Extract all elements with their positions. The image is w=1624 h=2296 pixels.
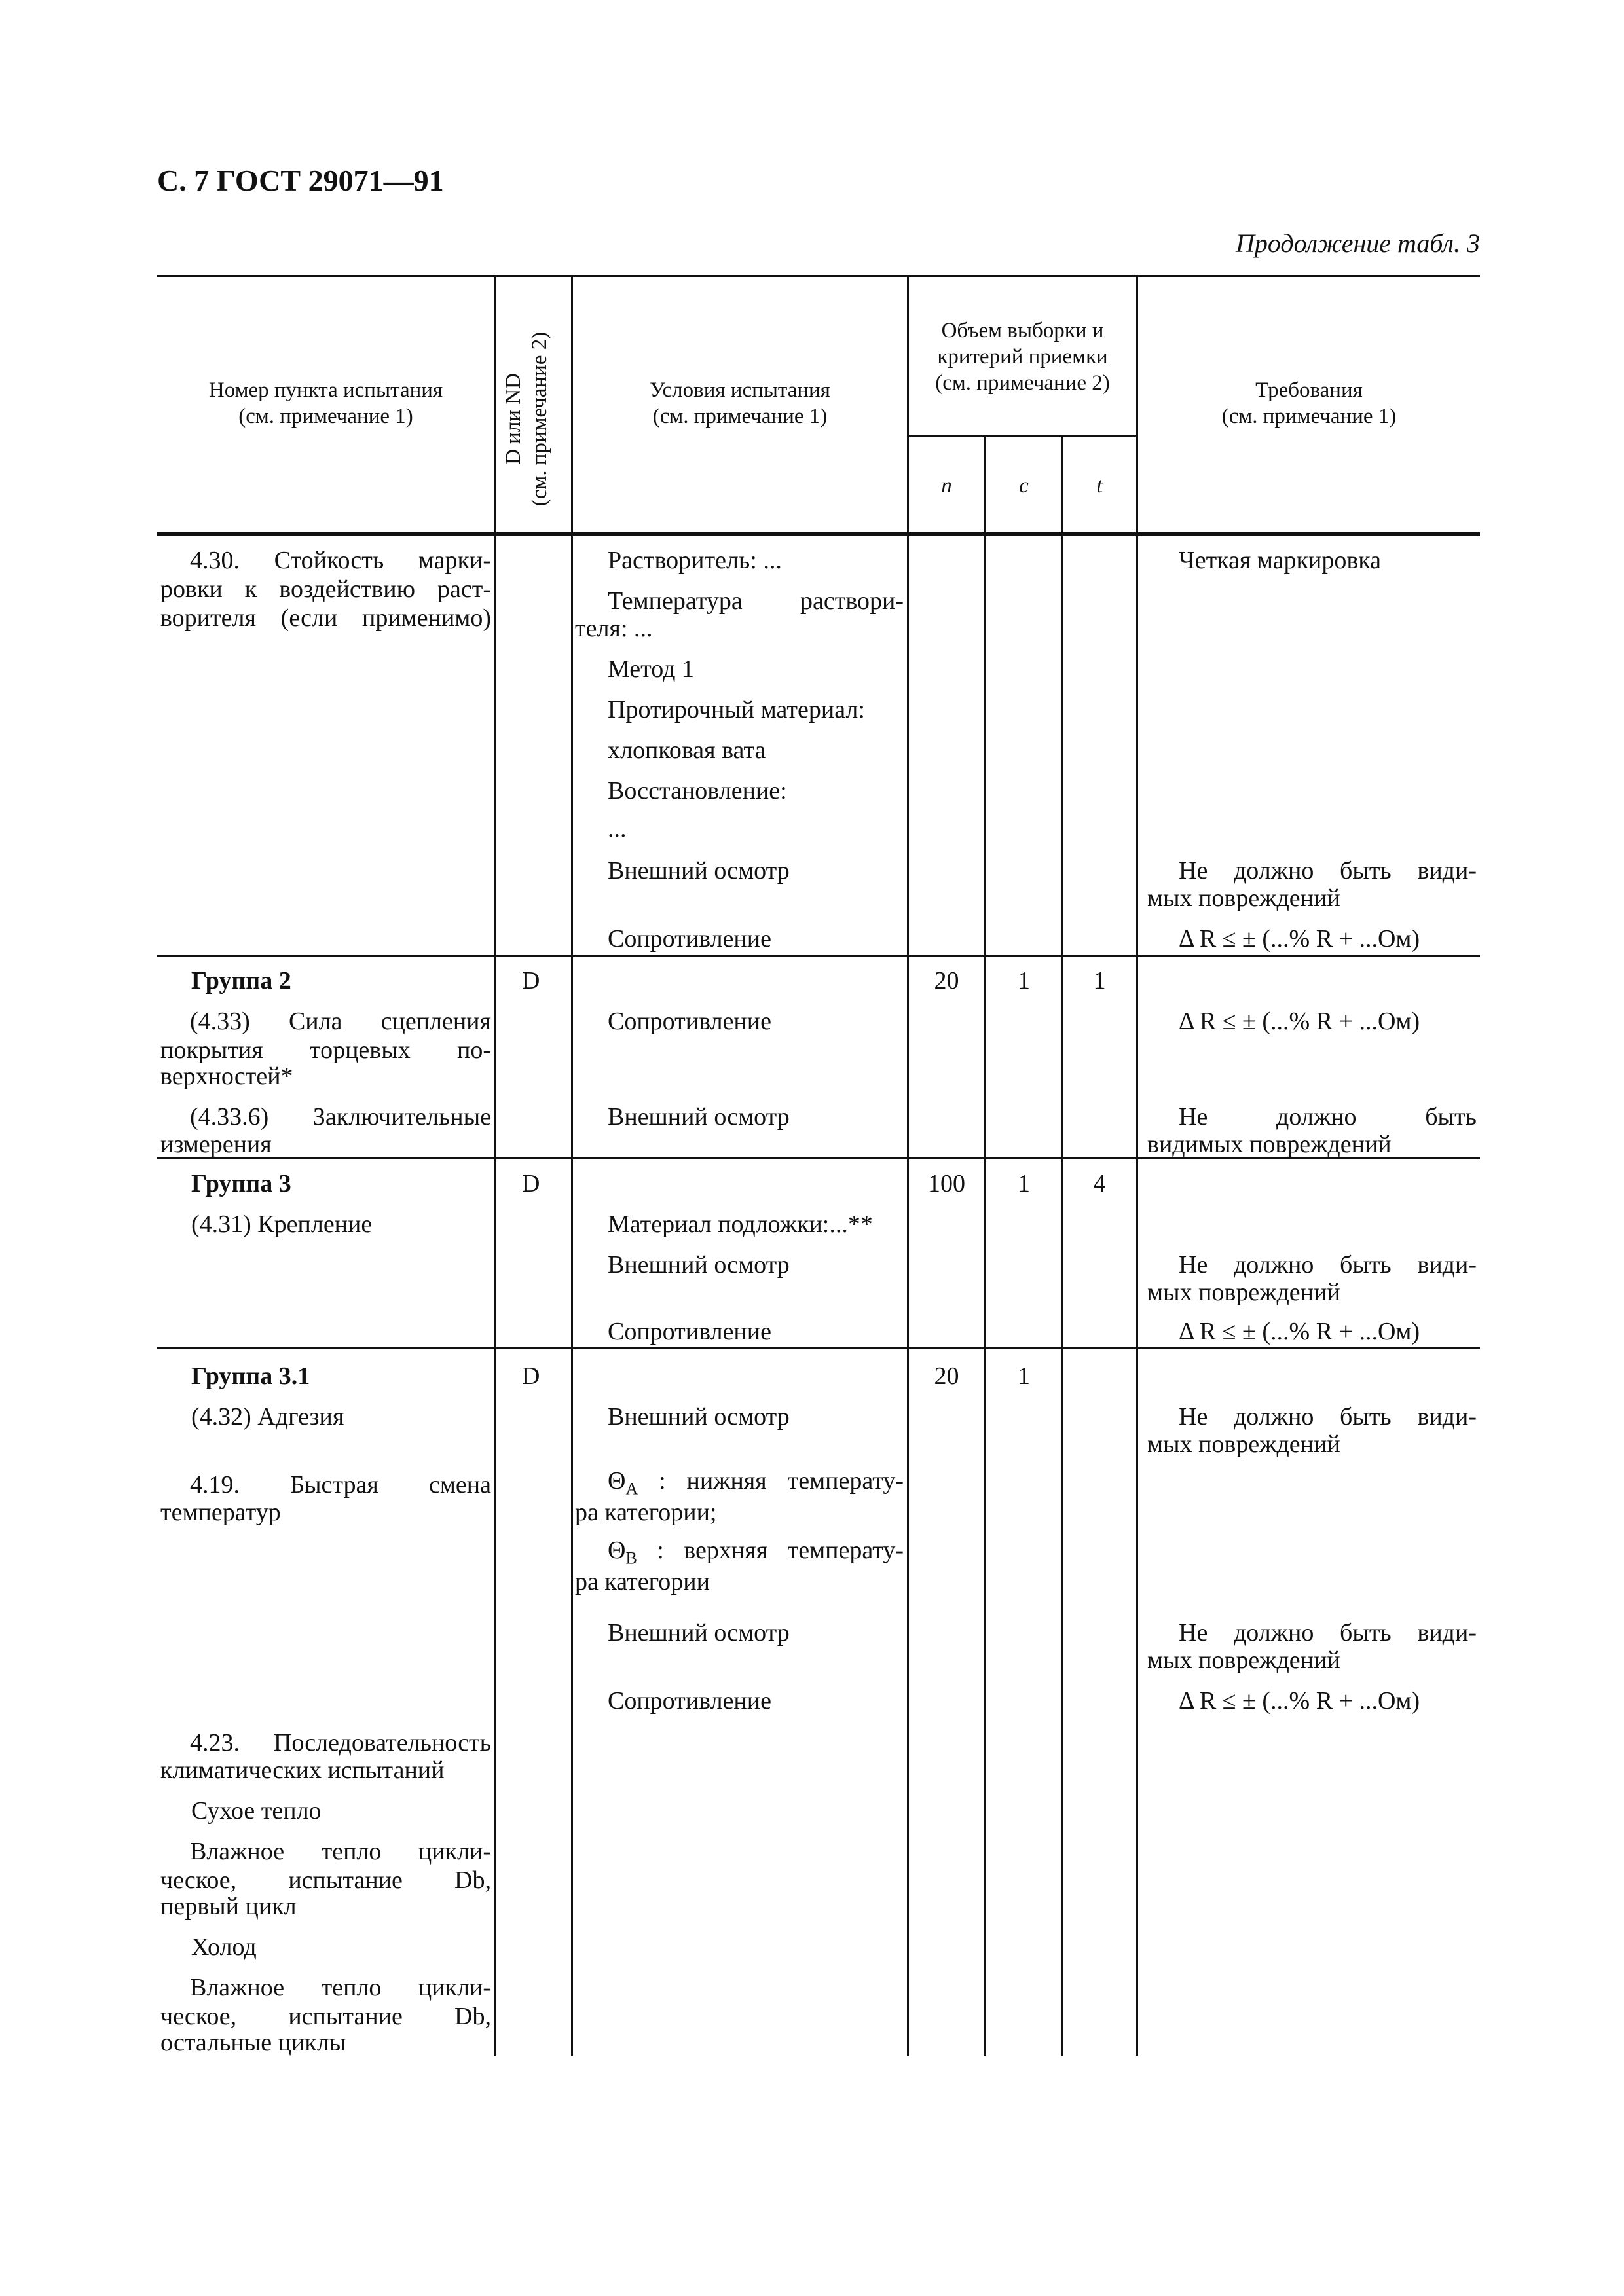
header-test-conditions: Условия испытания (см. примечание 1) — [650, 378, 830, 428]
condition-theta-a-cont: ра категории; — [575, 1499, 717, 1526]
requirement-no-damage-cont: мых повреждений — [1147, 884, 1340, 912]
item-damp-heat-rest-cont: остальные циклы — [160, 2029, 346, 2056]
table-continuation: Продолжение табл. 3 — [1235, 228, 1480, 258]
sample-n: 100 — [928, 1170, 965, 1197]
item-4-19-cont: температур — [160, 1499, 281, 1526]
condition-recovery: Восстановление: — [608, 777, 787, 805]
sample-n: 20 — [934, 1362, 959, 1390]
sample-n: 20 — [934, 967, 959, 994]
header-requirements: Требования (см. примечание 1) — [1221, 378, 1397, 428]
sample-t: 1 — [1093, 967, 1106, 994]
condition-cotton-wool: хлопковая вата — [608, 737, 766, 764]
condition-solvent-temperature-cont: теля: ... — [575, 615, 653, 642]
requirement-no-damage: Не должно быть види- — [1179, 1403, 1477, 1430]
item-damp-heat-first-cont: первый цикл — [160, 1893, 297, 1920]
item-damp-heat-first: Влажное тепло цикли- ческое, испытание Db, — [160, 1838, 491, 1894]
condition-visual-inspection: Внешний осмотр — [608, 857, 790, 884]
requirement-resistance-change: Δ R ≤ ± (...% R + ...Ом) — [1179, 1008, 1420, 1035]
condition-resistance: Сопротивление — [608, 1008, 771, 1035]
sample-t: 4 — [1093, 1170, 1106, 1197]
dnd-value: D — [522, 1362, 540, 1390]
condition-theta-b-cont: ра категории — [575, 1568, 710, 1595]
condition-visual-inspection: Внешний осмотр — [608, 1103, 790, 1131]
item-4-32: (4.32) Адгезия — [191, 1403, 344, 1430]
requirement-no-damage-2: Не должно быть види- — [1179, 1619, 1477, 1647]
item-4-19: 4.19. Быстрая смена — [190, 1471, 491, 1499]
condition-theta-a: $\Theta_A$ : нижняя температу- — [608, 1467, 904, 1499]
requirement-legible-marking: Четкая маркировка — [1179, 547, 1382, 574]
header-d-nd: D или ND (см. примечание 2) — [502, 331, 551, 507]
requirement-no-damage: Не должно быть види- — [1179, 1251, 1477, 1279]
group-title: Группа 3 — [191, 1170, 291, 1197]
condition-ellipsis: ... — [608, 815, 627, 843]
condition-resistance: Сопротивление — [608, 1687, 771, 1715]
condition-visual-inspection: Внешний осмотр — [608, 1403, 790, 1430]
item-damp-heat-rest: Влажное тепло цикли- ческое, испытание Db, — [160, 1974, 491, 2030]
header-c: c — [1019, 474, 1029, 498]
requirement-no-damage-2-cont: мых повреждений — [1147, 1647, 1340, 1674]
requirement-resistance-change: Δ R ≤ ± (...% R + ...Ом) — [1179, 1318, 1420, 1345]
header-t: t — [1096, 474, 1103, 498]
header-sample-size: Объем выборки и критерий приемки (см. примечание 2) — [935, 319, 1110, 395]
group-title: Группа 2 — [191, 967, 291, 994]
dnd-value: D — [522, 967, 540, 994]
requirement-no-damage-cont: мых повреждений — [1147, 1430, 1340, 1458]
item-4-33-cont: верхностей* — [160, 1063, 293, 1090]
group-title: Группа 3.1 — [191, 1362, 310, 1390]
sample-c: 1 — [1018, 1362, 1030, 1390]
condition-resistance: Сопротивление — [608, 1318, 771, 1345]
requirement-no-damage-cont: мых повреждений — [1147, 1279, 1340, 1306]
header-item-number: Номер пункта испытания (см. примечание 1) — [208, 378, 443, 428]
condition-resistance: Сопротивление — [608, 925, 771, 953]
page-header: С. 7 ГОСТ 29071—91 — [157, 164, 444, 197]
requirement-no-damage: Не должно быть види- — [1179, 857, 1477, 884]
condition-visual-inspection: Внешний осмотр — [608, 1251, 790, 1279]
condition-wiping-material: Протирочный материал: — [608, 696, 865, 723]
sample-c: 1 — [1018, 967, 1030, 994]
condition-solvent: Растворитель: ... — [608, 547, 782, 574]
requirement-no-damage-cont: видимых повреждений — [1147, 1131, 1392, 1158]
requirement-no-damage: Не должно быть — [1179, 1103, 1477, 1131]
requirement-resistance-change: Δ R ≤ ± (...% R + ...Ом) — [1179, 925, 1420, 953]
condition-method: Метод 1 — [608, 655, 694, 683]
item-4-33: (4.33) Сила сцепления покрытия торцевых по- — [160, 1008, 491, 1064]
item-dry-heat: Сухое тепло — [191, 1797, 322, 1825]
condition-solvent-temperature: Температура раствори- — [608, 587, 904, 615]
item-4-33-6-cont: измерения — [160, 1131, 272, 1158]
condition-substrate: Материал подложки:...** — [608, 1211, 873, 1238]
dnd-value: D — [522, 1170, 540, 1197]
item-4-23: 4.23. Последовательность — [190, 1729, 491, 1757]
sample-c: 1 — [1018, 1170, 1030, 1197]
item-4-23-cont: климатических испытаний — [160, 1757, 445, 1784]
header-n: n — [941, 474, 952, 498]
requirement-resistance-change: Δ R ≤ ± (...% R + ...Ом) — [1179, 1687, 1420, 1715]
item-4-33-6: (4.33.6) Заключительные — [190, 1103, 491, 1131]
item-4-30: 4.30. Стойкость марки- ровки к воздействию раст- ворителя (если применимо) — [160, 547, 491, 632]
condition-theta-b: $\Theta_B$ : верхняя температу- — [608, 1537, 904, 1568]
condition-visual-inspection-2: Внешний осмотр — [608, 1619, 790, 1647]
item-4-31: (4.31) Крепление — [191, 1211, 373, 1238]
item-cold: Холод — [191, 1933, 257, 1961]
